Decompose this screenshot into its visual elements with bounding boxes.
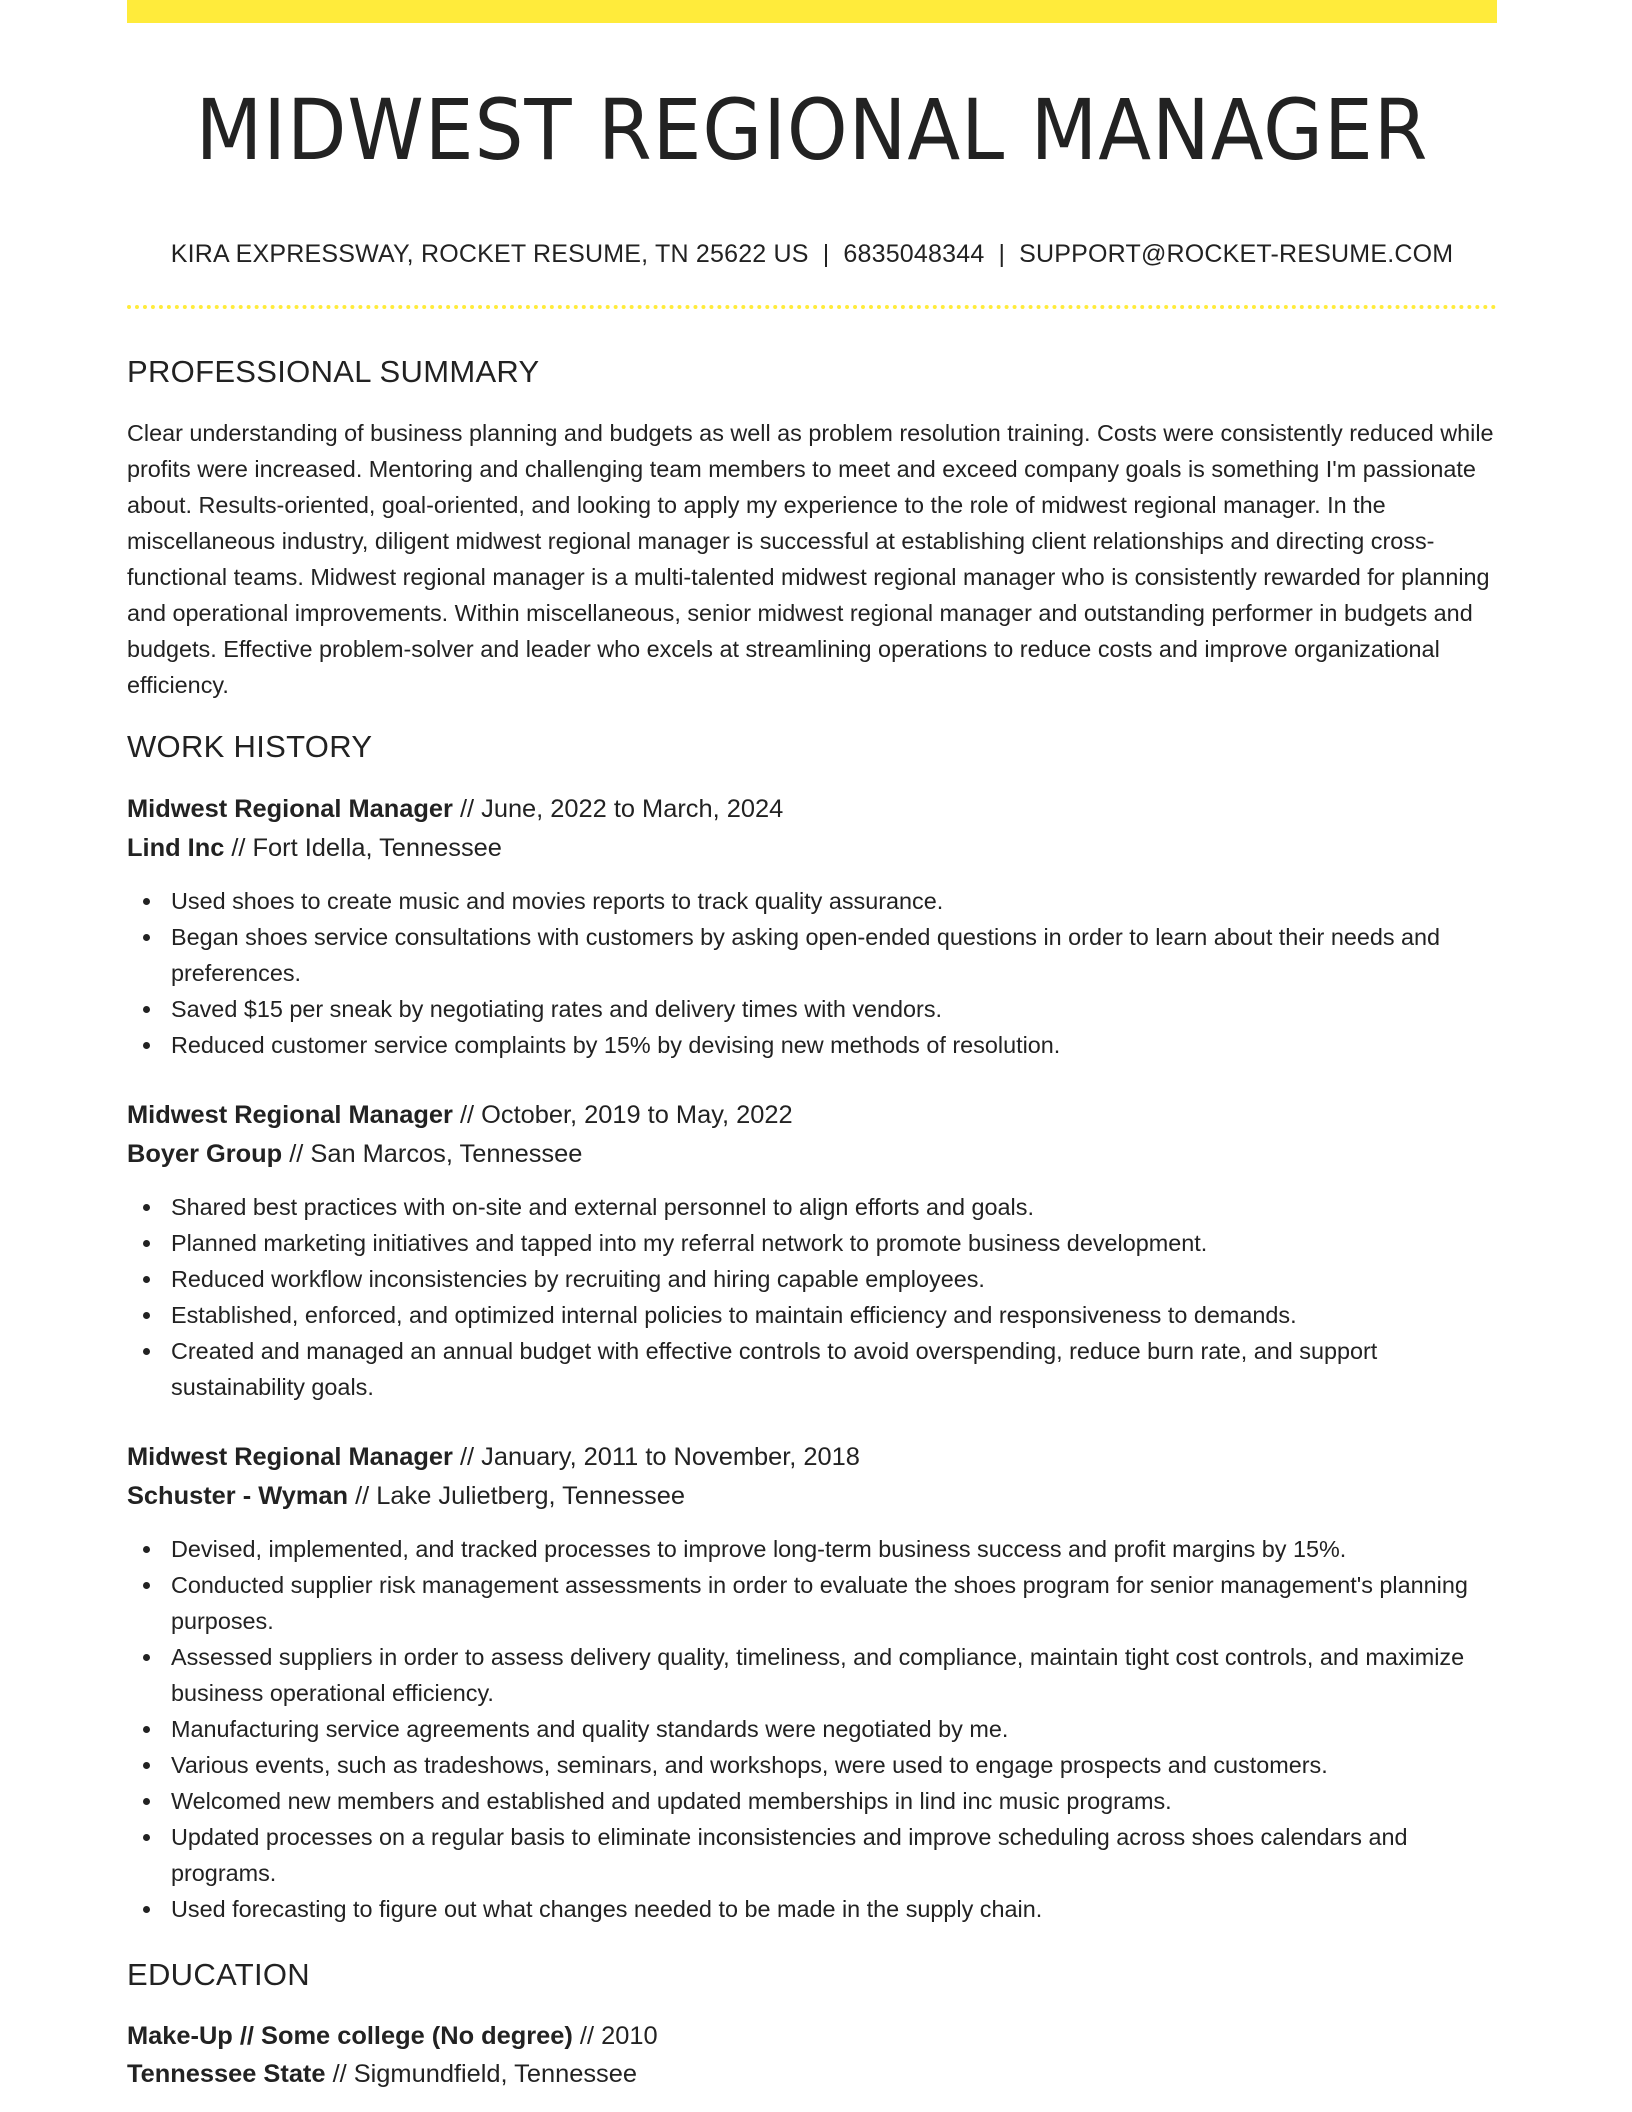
list-item: Began shoes service consultations with customers by asking open-ended questions in order to learn about their needs and preferences. xyxy=(127,919,1497,991)
job-company-line xyxy=(127,1135,1497,1173)
dotted-divider xyxy=(127,305,1497,309)
contact-separator: | xyxy=(822,240,830,268)
job-location: // Fort Idella, Tennessee xyxy=(224,834,502,862)
contact-address: KIRA EXPRESSWAY, ROCKET RESUME, TN 25622 US xyxy=(170,240,809,268)
list-item: Planned marketing initiatives and tapped into my referral network to promote business development. xyxy=(127,1225,1497,1261)
job-dates: // January, 2011 to November, 2018 xyxy=(452,1443,860,1471)
education-degree-line xyxy=(127,2017,1497,2055)
job-location: // Lake Julietberg, Tennessee xyxy=(348,1482,685,1510)
list-item: Devised, implemented, and tracked processes to improve long-term business success and profit margins by 15%. xyxy=(127,1531,1497,1567)
education-school: Tennessee State xyxy=(127,2060,326,2088)
job-company: Lind Inc xyxy=(127,834,225,862)
job-dates: // June, 2022 to March, 2024 xyxy=(452,795,784,823)
summary-heading: PROFESSIONAL SUMMARY xyxy=(127,354,540,389)
list-item: Reduced customer service complaints by 15% by devising new methods of resolution. xyxy=(127,1027,1497,1063)
list-item: Various events, such as tradeshows, seminars, and workshops, were used to engage prospects and customers. xyxy=(127,1747,1497,1783)
list-item: Assessed suppliers in order to assess delivery quality, timeliness, and compliance, maintain tight cost controls, and maximize business operational efficiency. xyxy=(127,1639,1497,1711)
job-company-line xyxy=(127,829,1497,867)
contact-email: SUPPORT@ROCKET-RESUME.COM xyxy=(1019,240,1454,268)
education-year: // 2010 xyxy=(572,2022,658,2050)
job-company-line xyxy=(127,1477,1497,1515)
job-title-line xyxy=(127,790,1497,828)
job-role: Midwest Regional Manager xyxy=(127,795,453,823)
list-item: Created and managed an annual budget with effective controls to avoid overspending, reduce burn rate, and support sustainability goals. xyxy=(127,1333,1497,1405)
education-heading: EDUCATION xyxy=(127,1957,310,1992)
list-item: Reduced workflow inconsistencies by recruiting and hiring capable employees. xyxy=(127,1261,1497,1297)
job-title-line xyxy=(127,1096,1497,1134)
list-item: Used forecasting to figure out what changes needed to be made in the supply chain. xyxy=(127,1891,1497,1927)
summary-text: Clear understanding of business planning and budgets as well as problem resolution training. Costs were consistently reduced while profits were increased. Mentoring and challenging team members to meet and exceed company goals is something I'm passionate about. Results-oriented, goal-oriented, and looking to apply my experience to the role of midwest regional manager. In the miscellaneous industry, diligent midwest regional manager is successful at establishing client relationships and directing cross-functional teams. Midwest regional manager is a multi-talented midwest regional manager who is consistently rewarded for planning and operational improvements. Within miscellaneous, senior midwest regional manager and outstanding performer in budgets and budgets. Effective problem-solver and leader who excels at streamlining operations to reduce costs and improve organizational efficiency. xyxy=(127,420,1494,698)
accent-top-bar xyxy=(127,0,1497,23)
candidate-name: MIDWEST REGIONAL MANAGER xyxy=(195,81,1429,179)
list-item: Used shoes to create music and movies reports to track quality assurance. xyxy=(127,883,1497,919)
contact-line xyxy=(127,236,1497,272)
job-dates: // October, 2019 to May, 2022 xyxy=(452,1101,793,1129)
list-item: Saved $15 per sneak by negotiating rates and delivery times with vendors. xyxy=(127,991,1497,1027)
list-item: Manufacturing service agreements and quality standards were negotiated by me. xyxy=(127,1711,1497,1747)
list-item: Updated processes on a regular basis to eliminate inconsistencies and improve scheduling across shoes calendars and programs. xyxy=(127,1819,1497,1891)
list-item: Shared best practices with on-site and external personnel to align efforts and goals. xyxy=(127,1189,1497,1225)
contact-phone: 6835048344 xyxy=(843,240,985,268)
work-history-heading: WORK HISTORY xyxy=(127,729,373,764)
list-item: Conducted supplier risk management assessments in order to evaluate the shoes program for senior management's planning purposes. xyxy=(127,1567,1497,1639)
job-role: Midwest Regional Manager xyxy=(127,1443,453,1471)
job-location: // San Marcos, Tennessee xyxy=(282,1140,583,1168)
job-company: Schuster - Wyman xyxy=(127,1482,349,1510)
education-degree: Make-Up // Some college (No degree) xyxy=(127,2022,573,2050)
education-school-line xyxy=(127,2055,1497,2093)
list-item: Established, enforced, and optimized internal policies to maintain efficiency and responsiveness to demands. xyxy=(127,1297,1497,1333)
list-item: Welcomed new members and established and updated memberships in lind inc music programs. xyxy=(127,1783,1497,1819)
job-company: Boyer Group xyxy=(127,1140,283,1168)
job-bullets xyxy=(127,1531,1497,1927)
job-title-line xyxy=(127,1438,1497,1476)
education-location: // Sigmundfield, Tennessee xyxy=(325,2060,637,2088)
job-bullets xyxy=(127,1189,1497,1405)
job-role: Midwest Regional Manager xyxy=(127,1101,453,1129)
job-bullets xyxy=(127,883,1497,1063)
contact-separator: | xyxy=(998,240,1006,268)
